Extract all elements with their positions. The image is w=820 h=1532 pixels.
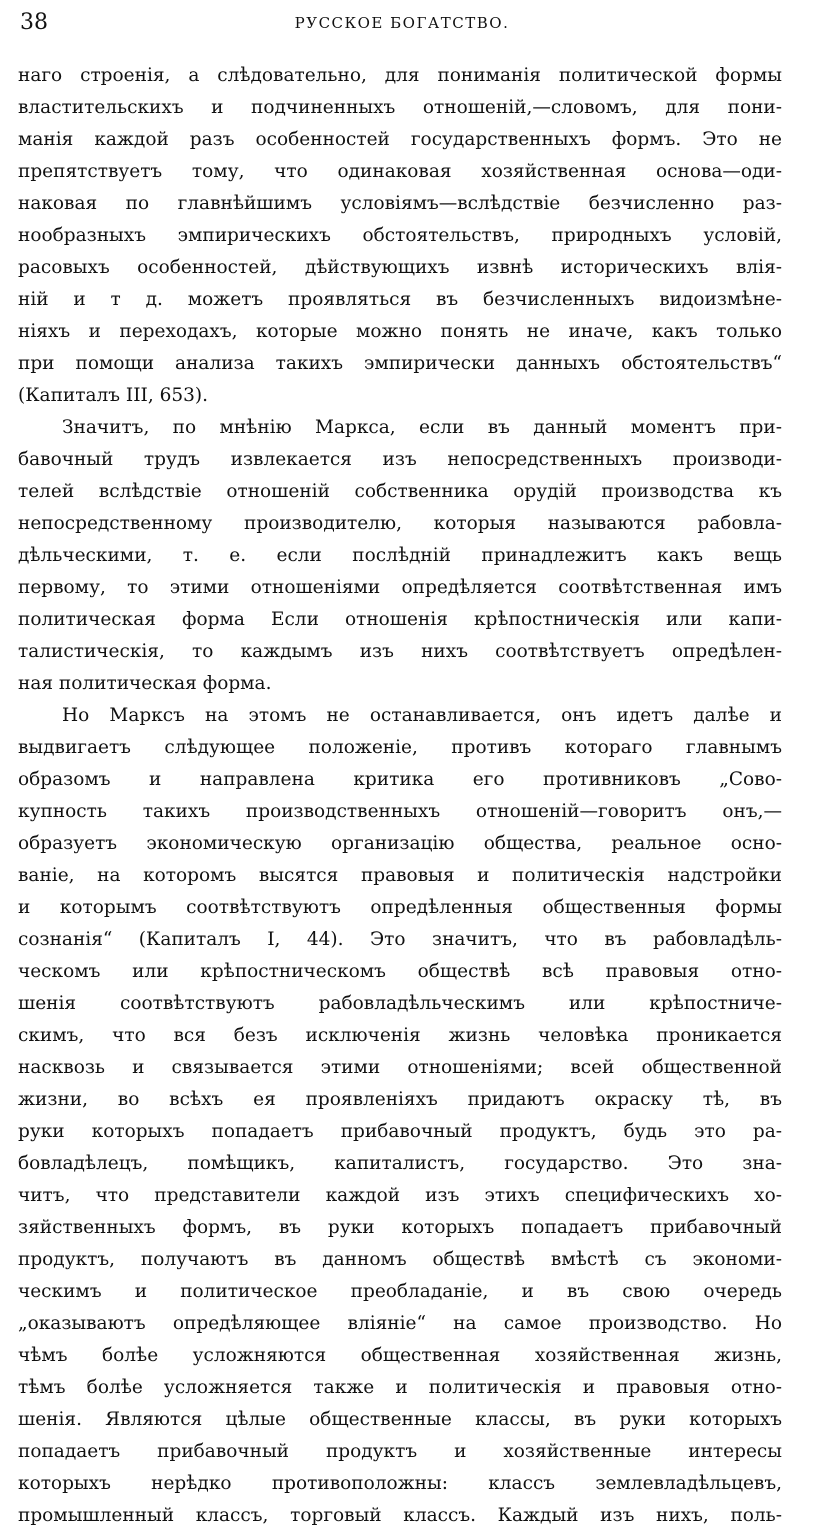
- text-line: сознанія“ (Капиталъ I, 44). Это значитъ, что въ рабовладѣль-: [18, 929, 782, 950]
- text-line: наго строенія, а слѣдовательно, для пониманія политической формы: [18, 65, 782, 86]
- body-text: [18, 60, 782, 1532]
- text-line: наковая по главнѣйшимъ условіямъ—вслѣдствіе безчисленно раз-: [18, 193, 782, 214]
- text-line: талистическія, то каждымъ изъ нихъ соотвѣтствуетъ опредѣлен-: [18, 641, 782, 662]
- text-line: бовладѣлецъ, помѣщикъ, капиталистъ, государство. Это зна-: [18, 1153, 782, 1174]
- text-line: дѣльческими, т. е. если послѣдній принадлежитъ какъ вещь: [18, 545, 782, 566]
- text-line: попадаетъ прибавочный продуктъ и хозяйственные интересы: [18, 1441, 782, 1462]
- text-line: Значитъ, по мнѣнію Маркса, если въ данный моментъ при-: [62, 417, 782, 438]
- text-line: непосредственному производителю, которыя называются рабовла-: [18, 513, 782, 534]
- text-line: ваніе, на которомъ высятся правовыя и политическія надстройки: [18, 865, 782, 886]
- text-line: ная политическая форма.: [18, 673, 272, 694]
- text-line: купность такихъ производственныхъ отношеній—говоритъ онъ,—: [18, 801, 782, 822]
- text-line: ческимъ и политическое преобладаніе, и въ свою очередь: [18, 1281, 782, 1302]
- text-line: продуктъ, получаютъ въ данномъ обществѣ вмѣстѣ съ экономи-: [18, 1249, 782, 1270]
- text-line: первому, то этими отношеніями опредѣляется соотвѣтственная имъ: [18, 577, 782, 598]
- text-line: зяйственныхъ формъ, въ руки которыхъ попадаетъ прибавочный: [18, 1217, 782, 1238]
- text-line: образомъ и направлена критика его противниковъ „Сово-: [18, 769, 782, 790]
- text-line: читъ, что представители каждой изъ этихъ специфическихъ хо-: [18, 1185, 782, 1206]
- text-line: шенія соотвѣтствуютъ рабовладѣльческимъ или крѣпостниче-: [18, 993, 782, 1014]
- text-line: при помощи анализа такихъ эмпирически данныхъ обстоятельствъ“: [18, 353, 782, 374]
- text-line: и которымъ соотвѣтствуютъ опредѣленныя общественныя формы: [18, 897, 782, 918]
- text-line: ній и т д. можетъ проявляться въ безчисленныхъ видоизмѣне-: [18, 289, 782, 310]
- text-line: скимъ, что вся безъ исключенія жизнь человѣка проникается: [18, 1025, 782, 1046]
- page-number: 38: [20, 10, 48, 35]
- text-line: манія каждой разъ особенностей государственныхъ формъ. Это не: [18, 129, 782, 150]
- page-header: [12, 10, 792, 40]
- text-line: которыхъ нерѣдко противоположны: классъ землевладѣльцевъ,: [18, 1473, 782, 1494]
- text-line: выдвигаетъ слѣдующее положеніе, противъ котораго главнымъ: [18, 737, 782, 758]
- text-line: промышленный классъ, торговый классъ. Каждый изъ нихъ, поль-: [18, 1505, 782, 1526]
- text-line: (Капиталъ III, 653).: [18, 385, 208, 406]
- text-line: насквозь и связывается этими отношеніями; всей общественной: [18, 1057, 782, 1078]
- text-line: расовыхъ особенностей, дѣйствующихъ извнѣ историческихъ влія-: [18, 257, 782, 278]
- text-line: образуетъ экономическую организацію общества, реальное осно-: [18, 833, 782, 854]
- text-line: ческомъ или крѣпостническомъ обществѣ всѣ правовыя отно-: [18, 961, 782, 982]
- text-line: тѣмъ болѣе усложняется также и политическія и правовыя отно-: [18, 1377, 782, 1398]
- text-line: телей вслѣдствіе отношеній собственника орудій производства къ: [18, 481, 782, 502]
- text-line: нообразныхъ эмпирическихъ обстоятельствъ, природныхъ условій,: [18, 225, 782, 246]
- text-line: ніяхъ и переходахъ, которые можно понять не иначе, какъ только: [18, 321, 782, 342]
- text-line: жизни, во всѣхъ ея проявленіяхъ придаютъ окраску тѣ, въ: [18, 1089, 782, 1110]
- text-line: Но Марксъ на этомъ не останавливается, онъ идетъ далѣе и: [62, 705, 782, 726]
- running-title: РУССКОЕ БОГАТСТВО.: [294, 14, 510, 32]
- text-line: руки которыхъ попадаетъ прибавочный продуктъ, будь это ра-: [18, 1121, 782, 1142]
- text-line: чѣмъ болѣе усложняются общественная хозяйственная жизнь,: [18, 1345, 782, 1366]
- text-line: бавочный трудъ извлекается изъ непосредственныхъ производи-: [18, 449, 782, 470]
- text-line: властительскихъ и подчиненныхъ отношеній,—словомъ, для пони-: [18, 97, 782, 118]
- text-line: политическая форма Если отношенія крѣпостническія или капи-: [18, 609, 782, 630]
- text-line: шенія. Являются цѣлые общественные классы, въ руки которыхъ: [18, 1409, 782, 1430]
- text-line: препятствуетъ тому, что одинаковая хозяйственная основа—оди-: [18, 161, 782, 182]
- text-line: „оказываютъ опредѣляющее вліяніе“ на самое производство. Но: [18, 1313, 782, 1334]
